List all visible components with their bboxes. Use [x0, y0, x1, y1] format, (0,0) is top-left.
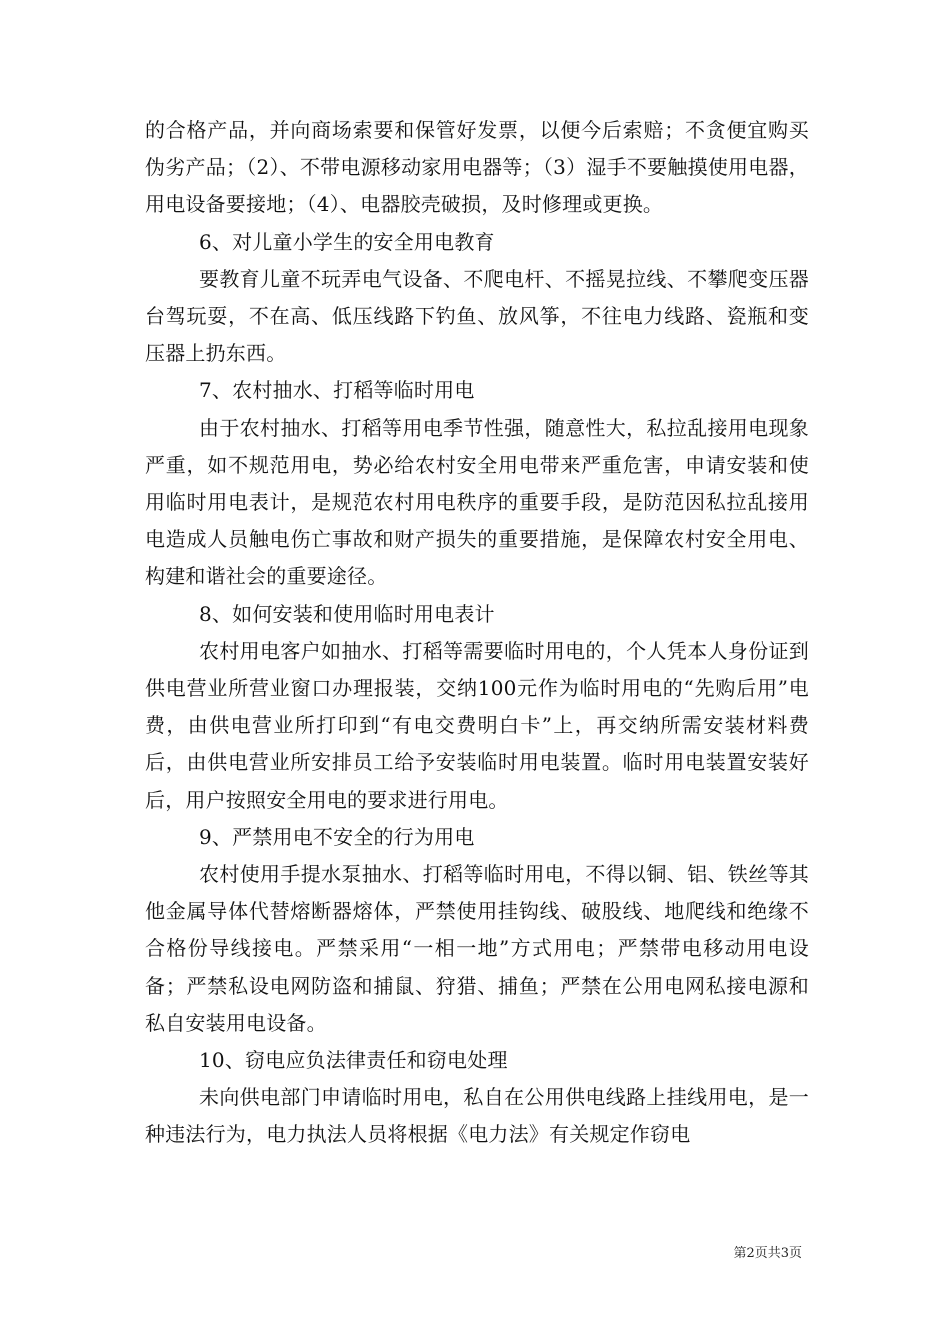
paragraph-4: 由于农村抽水、打稻等用电季节性强，随意性大，私拉乱接用电现象严重，如不规范用电，势必给农村安全用电带来严重危害，申请安装和使用临时用电表计，是规范农村用电秩序的重要手段，是防范因私拉乱接用电造成人员触电伤亡事故和财产损失的重要措施，是保障农村安全用电、构建和谐社会的重要途径。 — [145, 415, 809, 589]
section-heading-6: 6、对儿童小学生的安全用电教育 — [199, 229, 495, 254]
section-heading-7: 7、农村抽水、打稻等临时用电 — [199, 378, 475, 403]
section-heading-10: 10、窃电应负法律责任和窃电处理 — [199, 1048, 508, 1073]
paragraph-2: 要教育儿童不玩弄电气设备、不爬电杆、不摇晃拉线、不攀爬变压器台驾玩耍，不在高、低压线路下钓鱼、放风筝，不往电力线路、瓷瓶和变压器上扔东西。 — [145, 266, 809, 366]
page-number-footer: 第2页共3页 — [733, 1246, 802, 1261]
section-heading-9: 9、严禁用电不安全的行为用电 — [199, 824, 475, 849]
paragraph-0: 的合格产品，并向商场索要和保管好发票，以便今后索赔；不贪便宜购买伪劣产品；（2）、不带电源移动家用电器等；（3）湿手不要触摸使用电器，用电设备要接地；（4）、电器胶壳破损，及时修理或更换。 — [145, 118, 809, 217]
section-heading-8: 8、如何安装和使用临时用电表计 — [199, 601, 495, 626]
paragraph-6: 农村用电客户如抽水、打稻等需要临时用电的，个人凭本人身份证到供电营业所营业窗口办理报装，交纳100元作为临时用电的“先购后用”电费，由供电营业所打印到“有电交费明白卡”上，再交纳所需安装材料费后，由供电营业所安排员工给予安装临时用电装置。临时用电装置安装好后，用户按照安全用电的要求进行用电。 — [145, 638, 809, 812]
paragraph-8: 农村使用手提水泵抽水、打稻等临时用电，不得以铜、铝、铁丝等其他金属导体代替熔断器熔体，严禁使用挂钩线、破股线、地爬线和绝缘不合格份导线接电。严禁采用“一相一地”方式用电；严禁带电移动用电设备；严禁私设电网防盗和捕鼠、狩猎、捕鱼；严禁在公用电网私接电源和私自安装用电设备。 — [145, 862, 809, 1035]
paragraph-10: 未向供电部门申请临时用电，私自在公用供电线路上挂线用电，是一种违法行为，电力执法人员将根据《电力法》有关规定作窃电 — [145, 1085, 809, 1147]
document-body — [145, 112, 809, 1154]
